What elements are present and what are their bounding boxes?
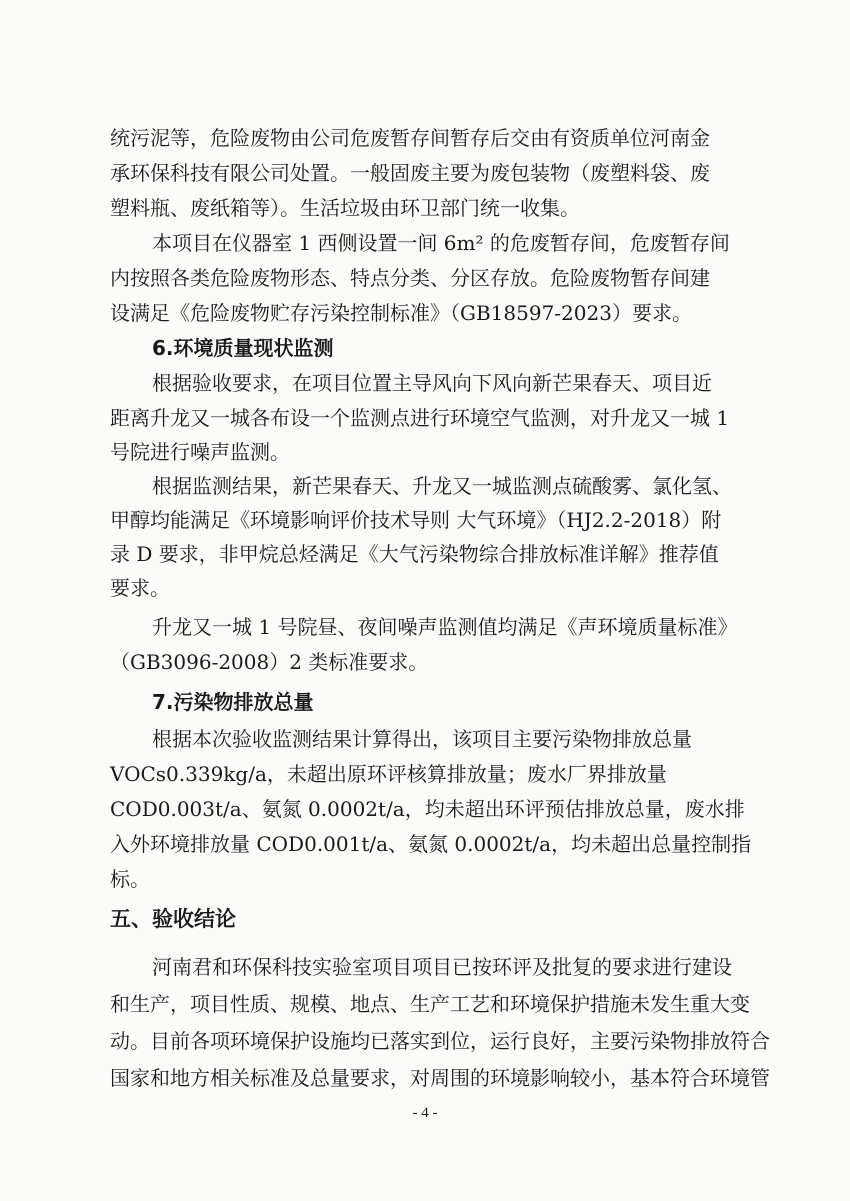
text-line: 甲醇均能满足《环境影响评价技术导则 大气环境》（HJ2.2-2018）附	[110, 508, 722, 532]
text-line: 动。目前各项环境保护设施均已落实到位，运行良好，主要污染物排放符合	[110, 1029, 770, 1053]
paragraph-first-line: 根据监测结果，新芒果春天、升龙又一城监测点硫酸雾、氯化氢、	[152, 474, 732, 498]
paragraph-first-line: 本项目在仪器室 1 西侧设置一间 6m² 的危废暂存间，危废暂存间	[152, 231, 730, 255]
text-line: 要求。	[110, 576, 170, 600]
text-line: 和生产，项目性质、规模、地点、生产工艺和环境保护措施未发生重大变	[110, 992, 750, 1016]
text-line: 设满足《危险废物贮存污染控制标准》（GB18597-2023）要求。	[110, 301, 692, 325]
paragraph-first-line: 根据验收要求，在项目位置主导风向下风向新芒果春天、项目近	[152, 371, 712, 395]
text-line: COD0.003t/a、氨氮 0.0002t/a，均未超出环评预估排放总量，废水排	[110, 797, 745, 821]
section-heading: 7.污染物排放总量	[152, 690, 314, 714]
section-heading: 6.环境质量现状监测	[152, 336, 334, 360]
text-line: （GB3096-2008）2 类标准要求。	[110, 650, 429, 674]
text-line: 塑料瓶、废纸箱等）。生活垃圾由环卫部门统一收集。	[110, 196, 580, 220]
paragraph-first-line: 升龙又一城 1 号院昼、夜间噪声监测值均满足《声环境质量标准》	[152, 615, 738, 639]
chapter-heading: 五、验收结论	[110, 907, 236, 931]
text-line: 承环保科技有限公司处置。一般固废主要为废包装物（废塑料袋、废	[110, 161, 710, 185]
text-line: 统污泥等，危险废物由公司危废暂存间暂存后交由有资质单位河南金	[110, 126, 710, 150]
text-line: 国家和地方相关标准及总量要求，对周围的环境影响较小，基本符合环境管	[110, 1066, 770, 1090]
text-line: 内按照各类危险废物形态、特点分类、分区存放。危险废物暂存间建	[110, 266, 710, 290]
text-line: 号院进行噪声监测。	[110, 440, 290, 464]
text-line: VOCs0.339kg/a，未超出原环评核算排放量；废水厂界排放量	[110, 762, 667, 786]
text-line: 标。	[110, 867, 150, 891]
text-line: 入外环境排放量 COD0.001t/a、氨氮 0.0002t/a，均未超出总量控制指	[110, 832, 752, 856]
text-line: 录 D 要求，非甲烷总烃满足《大气污染物综合排放标准详解》推荐值	[110, 542, 719, 566]
paragraph-first-line: 河南君和环保科技实验室项目项目已按环评及批复的要求进行建设	[152, 955, 732, 979]
paragraph-first-line: 根据本次验收监测结果计算得出，该项目主要污染物排放总量	[152, 727, 692, 751]
text-line: 距离升龙又一城各布设一个监测点进行环境空气监测，对升龙又一城 1	[110, 406, 730, 430]
page-number: - 4 -	[412, 1105, 438, 1121]
